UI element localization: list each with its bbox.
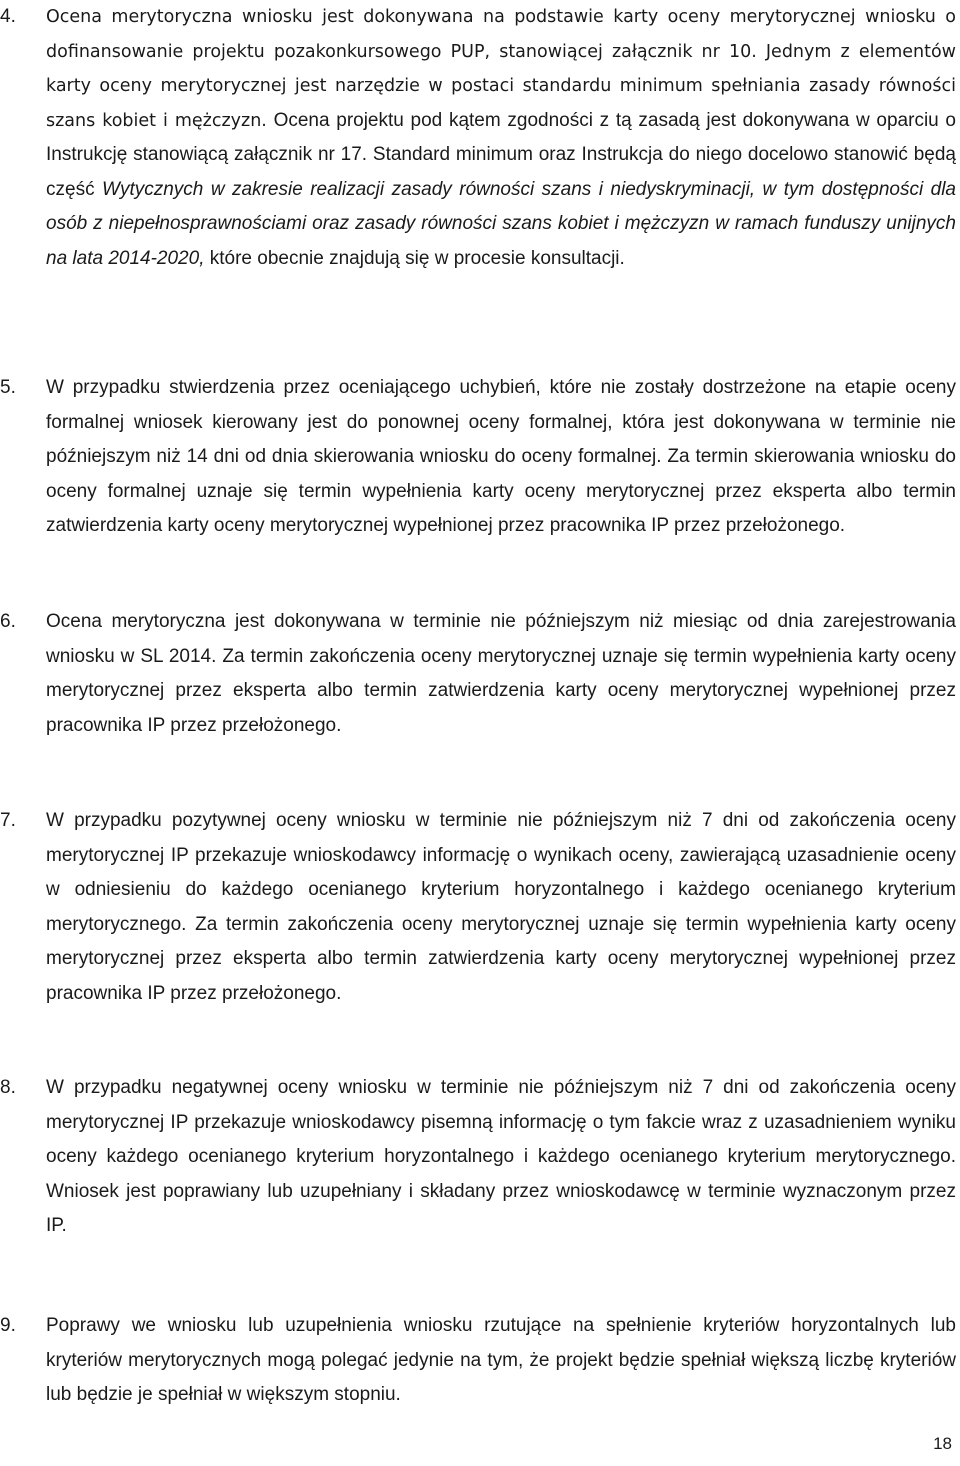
list-number: 5. — [0, 377, 16, 398]
paragraph-7: W przypadku pozytywnej oceny wniosku w terminie nie późniejszym niż 7 dni od zakończenia oceny merytorycznej IP przekazuje wnioskodawcy informację o wynikach oceny, zawierającą uzasadnienie oceny w odniesieniu do każdego ocenianego kryterium horyzontalnego i każdego ocenianego kryterium merytorycznego. Za termin zakończenia oceny merytorycznej uznaje się termin wypełnienia karty oceny merytorycznej przez eksperta albo termin zatwierdzenia karty oceny merytorycznej wypełnionej przez pracownika IP przez przełożonego. — [46, 810, 956, 1004]
paragraph-text: Ocena merytoryczna wniosku jest dokonywana na podstawie karty oceny merytorycznej wniosku o dofinansowanie projektu pozakonkursowego PUP, stanowiącej załącznik nr 10. Jednym z elementów karty oceny merytorycznej jest narzędzie w postaci standardu minimum spełniania zasady równości szans kobiet i mężczyzn. — [46, 7, 956, 131]
list-number: 9. — [0, 1315, 16, 1336]
italic-citation: Wytycznych w zakresie realizacji zasady równości szans i niedyskryminacji, w tym dostępności dla osób z niepełnosprawnościami oraz zasady równości szans kobiet i mężczyzn w ramach funduszy unijnych na lata 2014-2020, — [46, 178, 956, 269]
list-number: 7. — [0, 810, 16, 831]
paragraph-text: Ocena projektu pod kątem zgodności z tą zasadą jest dokonywana w oparciu o Instrukcję stanowiącą załącznik nr 17. Standard minimum oraz Instrukcja do niego docelowo stanowić będą część — [46, 109, 957, 200]
list-number: 6. — [0, 611, 16, 632]
list-number: 4. — [0, 6, 16, 27]
paragraph-4 — [46, 0, 956, 276]
paragraph-text: które obecnie znajdują się w procesie konsultacji. — [204, 247, 625, 269]
paragraph-6: Ocena merytoryczna jest dokonywana w terminie nie późniejszym niż miesiąc od dnia zarejestrowania wniosku w SL 2014. Za termin zakończenia oceny merytorycznej uznaje się termin wypełnienia karty oceny merytorycznej przez eksperta albo termin zatwierdzenia karty oceny merytorycznej wypełnionej przez pracownika IP przez przełożonego. — [46, 611, 956, 736]
page-number: 18 — [933, 1434, 952, 1453]
paragraph-9: Poprawy we wniosku lub uzupełnienia wniosku rzutujące na spełnienie kryteriów horyzontalnych lub kryteriów merytorycznych mogą polegać jedynie na tym, że projekt będzie spełniał większą liczbę kryteriów lub będzie je spełniał w większym stopniu. — [46, 1315, 956, 1405]
paragraph-5: W przypadku stwierdzenia przez oceniającego uchybień, które nie zostały dostrzeżone na etapie oceny formalnej wniosek kierowany jest do ponownej oceny formalnej, która jest dokonywana w terminie nie późniejszym niż 14 dni od dnia skierowania wniosku do oceny formalnej. Za termin skierowania wniosku do oceny formalnej uznaje się termin wypełnienia karty oceny merytorycznej przez eksperta albo termin zatwierdzenia karty oceny merytorycznej wypełnionej przez pracownika IP przez przełożonego. — [46, 377, 956, 536]
list-number: 8. — [0, 1077, 16, 1098]
paragraph-8: W przypadku negatywnej oceny wniosku w terminie nie późniejszym niż 7 dni od zakończenia oceny merytorycznej IP przekazuje wnioskodawcy pisemną informację o tym fakcie wraz z uzasadnieniem wyniku oceny każdego ocenianego kryterium horyzontalnego i każdego ocenianego kryterium merytorycznego. Wniosek jest poprawiany lub uzupełniany i składany przez wnioskodawcę w terminie wyznaczonym przez IP. — [46, 1077, 956, 1236]
